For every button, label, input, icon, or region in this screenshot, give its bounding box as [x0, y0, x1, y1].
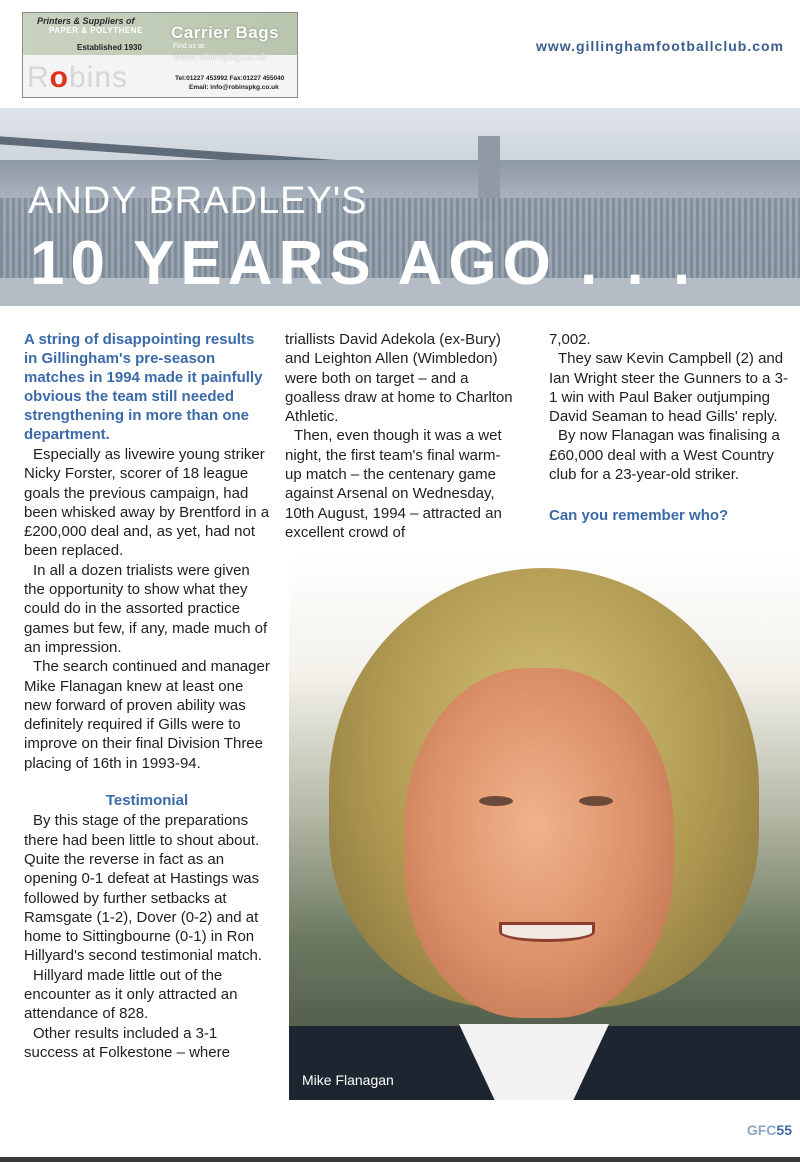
photo-face: [404, 668, 674, 1018]
article-paragraph: Hillyard made little out of the encounter as it only attracted an attendance of 828.: [24, 966, 238, 1023]
logo-letter-o: o: [49, 61, 69, 94]
advert-find-us: Find us at:: [173, 43, 206, 50]
article-paragraph: In all a dozen trialists were given the opportunity to show what they could do in the assorted practice games but few, if any, made much of an impression.: [24, 561, 268, 656]
page-prefix: GFC: [746, 1122, 777, 1138]
article-paragraph: By now Flanagan was finalising a £60,000 deal with a West Country club for a 23-year-old striker.: [549, 427, 780, 484]
portrait-photo: [289, 556, 800, 1100]
photo-eye-left: [479, 796, 513, 806]
logo-letter-r: R: [27, 61, 50, 94]
article-paragraph: They saw Kevin Campbell (2) and Ian Wright steer the Gunners to a 3-1 win with Paul Baker outjumping David Seaman to head Gills' reply.: [549, 350, 789, 426]
site-url: www.gillinghamfootballclub.com: [535, 38, 784, 54]
page-number-value: 55: [776, 1122, 792, 1138]
title-line2: 10 YEARS AGO . . .: [30, 229, 697, 298]
article-paragraph: 7,002.: [549, 331, 591, 348]
bottom-rule: [0, 1157, 800, 1162]
article-paragraph: Other results included a 3-1 success at Folkestone – where: [24, 1024, 230, 1061]
advert-tagline: Printers & Suppliers of: [37, 16, 135, 26]
title-line1: ANDY BRADLEY'S: [28, 180, 368, 222]
article-column-2: [285, 330, 513, 542]
article-paragraph: Especially as livewire young striker Nicky Forster, scorer of 18 league goals the previous campaign, had been whisked away by Brentford in a £200,000 deal and, as yet, had not been replaced.: [24, 446, 270, 560]
advert-established: Established 1930: [77, 43, 142, 52]
advert-phone: Tel:01227 453992 Fax:01227 455040: [175, 75, 285, 82]
article-lead: A string of disappointing results in Gillingham's pre-season matches in 1994 made it painfully obvious the team still needed strengthening in more than one department.: [24, 331, 263, 443]
photo-mouth: [499, 922, 595, 942]
article-subheading: Testimonial: [105, 792, 189, 810]
article-paragraph: By this stage of the preparations there had been little to shout about. Quite the reverse in fact as an opening 0-1 defeat at Hastings was followed by further setbacks at Ramsgate (1-2), Dover (0-2) and at home to Sittingbourne (0-1) in Ron Hillyard's second testimonial match.: [24, 812, 262, 965]
article-column-3: [549, 330, 789, 526]
page-number: [747, 1122, 792, 1138]
article-paragraph: triallists David Adekola (ex-Bury) and Leighton Allen (Wimbledon) were both on target – and a goalless draw at home to Charlton Athletic.: [285, 331, 513, 426]
advert-product: Carrier Bags: [171, 23, 280, 42]
advert-line2: PAPER & POLYTHENE: [49, 26, 143, 35]
article-paragraph: The search continued and manager Mike Flanagan knew at least one new forward of proven ability was definitely required if Gills were to improve on their final Division Three placing of 16th in 1993-94.: [24, 658, 270, 772]
advert-email: Email: info@robinspkg.co.uk: [189, 84, 279, 91]
photo-caption: Mike Flanagan: [302, 1072, 394, 1088]
article-question: Can you remember who?: [549, 507, 729, 525]
logo-letters-bins: bins: [69, 61, 129, 94]
advert-website: www.robinspkg.co.uk: [173, 52, 267, 63]
article-paragraph: Then, even though it was a wet night, the first team's final warm-up match – the centenary game against Arsenal on Wednesday, 10th August, 1994 – attracted an excellent crowd of: [285, 427, 502, 541]
article-column-1: [24, 330, 270, 1062]
robins-logo: [27, 61, 128, 95]
advert-box: [22, 12, 298, 98]
photo-eye-right: [579, 796, 613, 806]
